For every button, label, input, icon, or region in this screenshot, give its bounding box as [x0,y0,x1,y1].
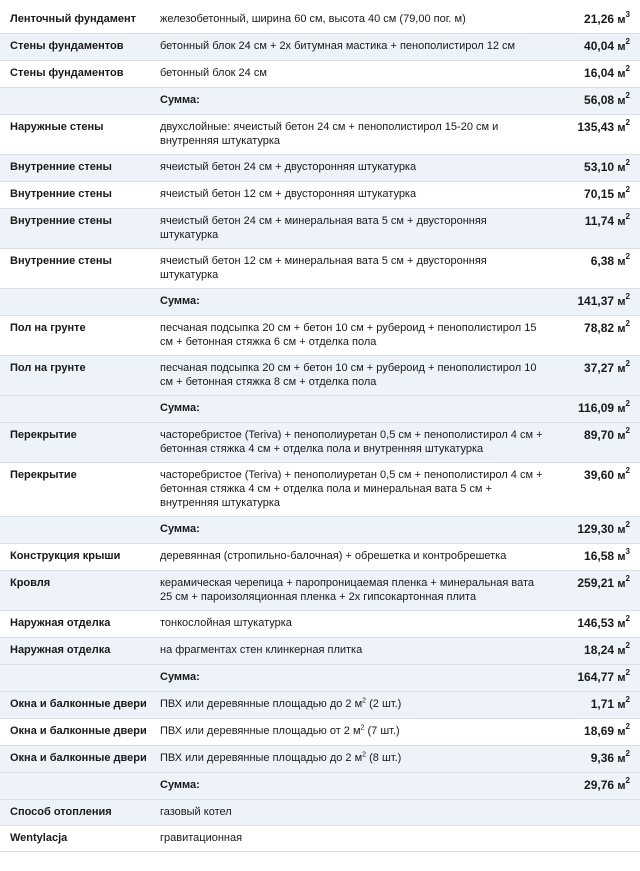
row-description: песчаная подсыпка 20 см + бетон 10 см + рубероид + пенополистирол 10 см + бетонная стяжка 8 см + отделка пола [156,356,554,396]
value-unit: м [617,323,626,335]
sum-row [0,396,640,423]
value-exponent: 3 [625,547,630,556]
materials-table-body [0,7,640,852]
sum-label: Сумма: [156,773,554,800]
sum-label: Сумма: [156,517,554,544]
value-exponent: 2 [625,426,630,435]
value-number: 146,53 [577,616,615,630]
sum-label: Сумма: [156,88,554,115]
table-row [0,692,640,719]
row-name: Пол на грунте [0,356,156,396]
value-unit: м [617,122,626,134]
row-description: керамическая черепица + паропроницаемая пленка + минеральная вата 25 см + пароизоляционная пленка + 2х гипсокартонная плита [156,571,554,611]
description-text: ПВХ или деревянные площадью от 2 м [160,725,361,737]
row-name: Стены фундаментов [0,61,156,88]
value-unit: м [617,256,626,268]
value-number: 40,04 [584,39,615,53]
value-number: 259,21 [577,576,615,590]
value-unit: м [617,645,626,657]
row-name: Кровля [0,571,156,611]
row-value [554,746,640,773]
table-row [0,209,640,249]
description-text: ПВХ или деревянные площадью до 2 м [160,752,363,764]
row-value [554,356,640,396]
row-value [554,182,640,209]
value-exponent: 2 [625,359,630,368]
row-description: газовый котел [156,800,554,826]
row-value [554,692,640,719]
value-unit: м [617,95,626,107]
value-exponent: 2 [625,158,630,167]
row-value [554,571,640,611]
value-unit: м [617,780,626,792]
row-description: деревянная (стропильно-балочная) + обрешетка и контробрешетка [156,544,554,571]
sum-row [0,665,640,692]
table-row [0,182,640,209]
sum-label: Сумма: [156,396,554,423]
row-name: Конструкция крыши [0,544,156,571]
row-value [554,249,640,289]
row-name: Окна и балконные двери [0,719,156,746]
row-description: тонкослойная штукатурка [156,611,554,638]
value-number: 6,38 [590,254,615,268]
value-exponent: 2 [625,614,630,623]
sum-label: Сумма: [156,289,554,316]
value-unit: м [617,189,626,201]
sum-value [554,88,640,115]
value-number: 21,26 [584,12,615,26]
table-row [0,34,640,61]
value-exponent: 2 [625,37,630,46]
row-description: часторебристое (Teriva) + пенополиуретан 0,5 см + пенополистирол 4 см + бетонная стяжка 4 см + отделка пола и внутренняя штукатурка [156,423,554,463]
row-name: Перекрытие [0,463,156,517]
value-number: 39,60 [584,468,615,482]
description-exponent: 2 [362,751,367,759]
row-value [554,611,640,638]
row-name [0,396,156,423]
value-unit: м [617,41,626,53]
value-exponent: 2 [625,292,630,301]
table-row [0,249,640,289]
value-number: 9,36 [590,751,615,765]
value-number: 29,76 [584,778,615,792]
row-name: Внутренние стены [0,209,156,249]
value-unit: м [617,403,626,415]
value-number: 18,24 [584,643,615,657]
value-number: 18,69 [584,724,615,738]
value-number: 78,82 [584,321,615,335]
row-description [156,719,554,746]
row-description: часторебристое (Teriva) + пенополиуретан 0,5 см + пенополистирол 4 см + бетонная стяжка 4 см + отделка пола и минеральная вата 5 см + внутренняя штукатурка [156,463,554,517]
row-name: Наружные стены [0,115,156,155]
value-unit: м [617,699,626,711]
value-exponent: 2 [625,399,630,408]
value-unit: м [617,470,626,482]
row-value [554,638,640,665]
row-name: Перекрытие [0,423,156,463]
value-number: 129,30 [577,522,615,536]
sum-value [554,665,640,692]
value-exponent: 2 [625,722,630,731]
value-exponent: 2 [625,668,630,677]
description-exponent: 2 [362,697,367,705]
table-row [0,571,640,611]
table-row [0,356,640,396]
row-name [0,665,156,692]
row-value [554,115,640,155]
table-row [0,611,640,638]
row-description: гравитационная [156,826,554,852]
value-unit: м [617,430,626,442]
value-unit: м [617,363,626,375]
value-unit: м [617,162,626,174]
row-name: Способ отопления [0,800,156,826]
row-value [554,826,640,852]
row-name [0,88,156,115]
value-exponent: 2 [625,776,630,785]
value-unit: м [617,578,626,590]
value-exponent: 2 [625,466,630,475]
table-row [0,7,640,34]
value-unit: м [617,672,626,684]
value-number: 89,70 [584,428,615,442]
row-description: ячеистый бетон 24 см + двусторонняя штукатурка [156,155,554,182]
value-exponent: 2 [625,749,630,758]
row-description: песчаная подсыпка 20 см + бетон 10 см + рубероид + пенополистирол 15 см + бетонная стяжка 6 см + отделка пола [156,316,554,356]
row-description [156,692,554,719]
sum-value [554,517,640,544]
row-value [554,800,640,826]
description-text-suffix: (8 шт.) [366,752,402,764]
row-value [554,719,640,746]
value-unit: м [617,753,626,765]
value-number: 56,08 [584,93,615,107]
sum-value [554,773,640,800]
row-name: Пол на грунте [0,316,156,356]
value-number: 11,74 [584,214,615,228]
row-name: Окна и балконные двери [0,746,156,773]
row-description: ячеистый бетон 24 см + минеральная вата 5 см + двусторонняя штукатурка [156,209,554,249]
value-exponent: 2 [625,520,630,529]
row-name: Наружная отделка [0,638,156,665]
sum-row [0,517,640,544]
value-exponent: 2 [625,574,630,583]
value-number: 37,27 [584,361,615,375]
row-value [554,7,640,34]
table-row [0,544,640,571]
table-row [0,61,640,88]
row-name: Стены фундаментов [0,34,156,61]
value-number: 116,09 [578,401,615,415]
value-exponent: 2 [625,319,630,328]
value-exponent: 2 [625,212,630,221]
table-row [0,115,640,155]
description-text: ПВХ или деревянные площадью до 2 м [160,698,363,710]
row-value [554,544,640,571]
value-exponent: 2 [625,118,630,127]
row-description: бетонный блок 24 см [156,61,554,88]
row-value [554,423,640,463]
value-unit: м [617,296,626,308]
row-description: ячеистый бетон 12 см + минеральная вата 5 см + двусторонняя штукатурка [156,249,554,289]
value-number: 1,71 [590,697,615,711]
sum-value [554,396,640,423]
value-exponent: 2 [625,252,630,261]
row-description: железобетонный, ширина 60 см, высота 40 см (79,00 пог. м) [156,7,554,34]
sum-row [0,773,640,800]
value-unit: м [617,618,626,630]
row-description: ячеистый бетон 12 см + двусторонняя штукатурка [156,182,554,209]
description-text-suffix: (7 шт.) [364,725,400,737]
row-description [156,746,554,773]
value-exponent: 2 [625,91,630,100]
row-name: Внутренние стены [0,155,156,182]
value-exponent: 3 [625,10,630,19]
row-name: Окна и балконные двери [0,692,156,719]
value-unit: м [617,68,626,80]
value-number: 16,58 [584,549,615,563]
value-number: 16,04 [584,66,615,80]
row-description: двухслойные: ячеистый бетон 24 см + пенополистирол 15-20 см и внутренняя штукатурка [156,115,554,155]
table-row [0,316,640,356]
row-description: бетонный блок 24 см + 2х битумная мастика + пенополистирол 12 см [156,34,554,61]
row-value [554,155,640,182]
value-exponent: 2 [625,695,630,704]
row-name: Ленточный фундамент [0,7,156,34]
row-description: на фрагментах стен клинкерная плитка [156,638,554,665]
table-row [0,719,640,746]
value-exponent: 2 [625,641,630,650]
value-number: 70,15 [584,187,615,201]
row-name [0,517,156,544]
description-text-suffix: (2 шт.) [366,698,402,710]
value-number: 135,43 [577,120,615,134]
value-number: 164,77 [577,670,615,684]
table-row [0,463,640,517]
value-number: 141,37 [577,294,615,308]
value-unit: м [617,551,626,563]
row-name [0,289,156,316]
row-value [554,463,640,517]
sum-row [0,289,640,316]
value-unit: м [617,216,626,228]
row-value [554,316,640,356]
table-row [0,155,640,182]
sum-row [0,88,640,115]
value-unit: м [617,726,626,738]
row-value [554,209,640,249]
description-exponent: 2 [360,724,365,732]
row-name: Внутренние стены [0,182,156,209]
row-value [554,34,640,61]
value-exponent: 2 [625,185,630,194]
value-unit: м [617,14,626,26]
table-row [0,638,640,665]
table-row [0,800,640,826]
row-name: Внутренние стены [0,249,156,289]
sum-label: Сумма: [156,665,554,692]
row-value [554,61,640,88]
value-number: 53,10 [584,160,615,174]
table-row [0,746,640,773]
value-unit: м [617,524,626,536]
row-name: Wentylacja [0,826,156,852]
row-name: Наружная отделка [0,611,156,638]
value-exponent: 2 [625,64,630,73]
table-row [0,423,640,463]
materials-table [0,7,640,852]
sum-value [554,289,640,316]
row-name [0,773,156,800]
table-row [0,826,640,852]
